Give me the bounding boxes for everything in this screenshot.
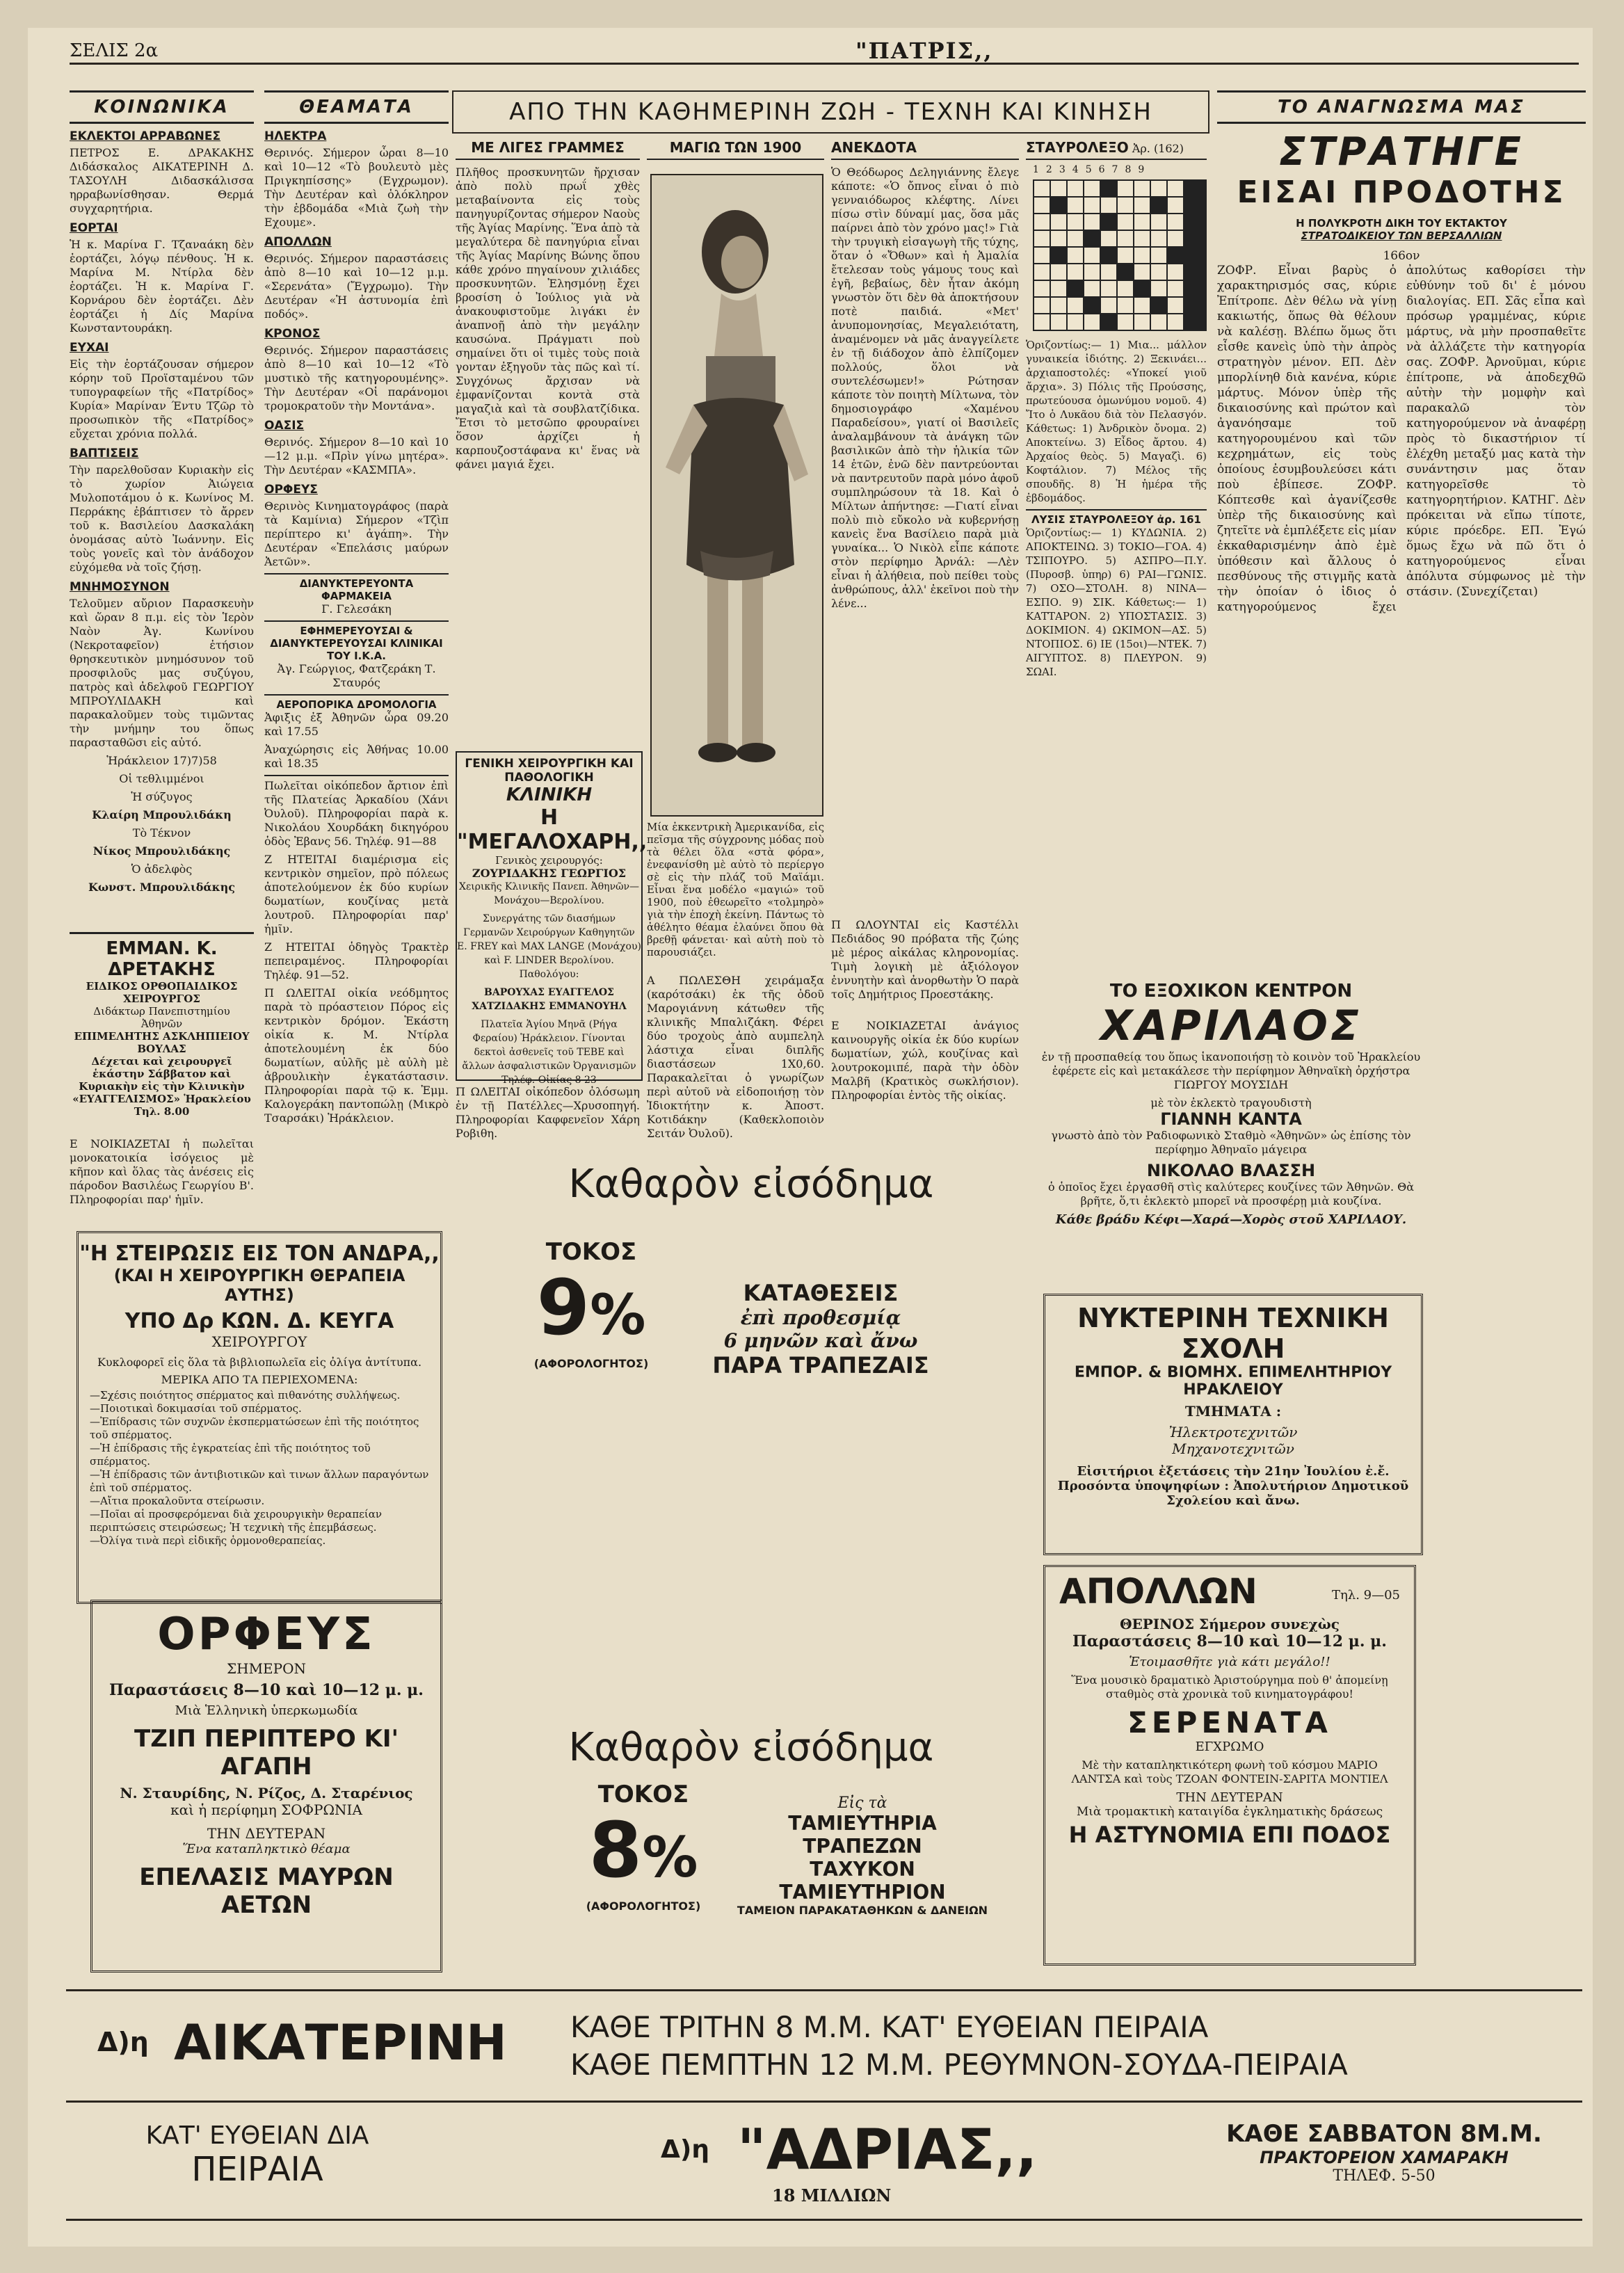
pharmacy-heading: ΔΙΑΝΥΚΤΕΡΕΥΟΝΤΑ ΦΑΡΜΑΚΕΙΑ	[264, 573, 449, 602]
cinema-text: Θερινός. Σήμερον παραστάσεις ἀπὸ 8—10 καὶ 10—12 μ.μ. «Σερενάτα» (Ἔγχρωμο). Τὴν Δευτέραν «Ἡ ἀστυνομία ἐπὶ ποδός».	[264, 252, 449, 321]
koinonika-title: ΚΟΙΝΩΝΙΚΑ	[70, 90, 254, 124]
orfeus-line: Ἕνα καταπληκτικὸ θέαμα	[182, 1842, 351, 1856]
clinic-ad	[456, 751, 648, 1086]
apollon-title: ΑΠΟΛΛΩΝ	[1059, 1571, 1257, 1612]
apollon-line: Μὲ τὴν καταπληκτικότερη φωνὴ τοῦ κόσμου ΜΑΡΙΟ ΛΑΝΤΣΑ καὶ τοὺς ΤΖΟΑΝ ΦΟΝΤΕΙΝ-ΣΑΡΙΤΑ ΜΟΝΤΙΕΛ	[1071, 1758, 1388, 1785]
interest-rate: 8	[588, 1806, 643, 1895]
percent-sign: %	[642, 1825, 698, 1890]
interest-rate: 9	[536, 1263, 590, 1352]
bank-line: ΤΑΜΙΕΥΤΗΡΙΑ ΤΡΑΠΕΖΩΝ	[788, 1812, 937, 1858]
memorial-sig: Ἡ σύζυγος	[131, 790, 193, 803]
crossword-col-number: 2	[1045, 164, 1052, 175]
crossword-cell	[1034, 248, 1050, 263]
crossword-col-number: 6	[1098, 164, 1105, 175]
divider-line	[66, 2101, 1582, 2103]
crossword-cell	[1068, 314, 1083, 330]
crossword-col-number: 8	[1125, 164, 1132, 175]
apollon-line: Παραστάσεις 8—10 καὶ 10—12 μ. μ.	[1072, 1632, 1387, 1650]
clinic-line: Συνεργάτης τῶν διασήμων Γερμανῶν Χειρούργων Καθηγητῶν E. FREY καὶ MAX LANGE (Μονάχου) καὶ F. LINDER Βερολίνου. Παθολόγου:	[457, 913, 641, 980]
flights-heading: ΑΕΡΟΠΟΡΙΚΑ ΔΡΟΜΟΛΟΓΙΑ	[264, 694, 449, 711]
crossword-cell	[1118, 298, 1133, 313]
crossword-cell	[1051, 264, 1066, 280]
doctor-line: ΕΠΙΜΕΛΗΤΗΣ ΑΣΚΛΗΠΙΕΙΟΥ ΒΟΥΛΑΣ	[74, 1030, 250, 1055]
crossword-cell	[1101, 214, 1116, 230]
flights-text: Ἀφιξις ἐξ Ἀθηνῶν ὧρα 09.20 καὶ 17.55	[264, 711, 449, 738]
cinema-text: Θερινὸς Κινηματογράφος (παρὰ τὰ Καμίνια) Σήμερον «Τζὶπ περίπτερο κι' ἀγάπη». Τὴν Δευτέραν «Ἐπελάσις μαύρων Ἀετῶν».	[264, 499, 449, 568]
installment-number: 166ον	[1383, 249, 1420, 263]
charilaos-name: ΧΑΡΙΛΑΟΣ	[1100, 1002, 1362, 1050]
cinema-heading: ΗΛΕΚΤΡΑ	[264, 129, 327, 143]
book-subtitle: (ΚΑΙ Η ΧΕΙΡΟΥΡΓΙΚΗ ΘΕΡΑΠΕΙΑ ΑΥΤΗΣ)	[113, 1266, 405, 1305]
orfeus-line: καὶ ἡ περίφημη ΣΟΦΡΩΝΙΑ	[170, 1801, 362, 1818]
tax-free-label: (ΑΦΟΡΟΛΟΓΗΤΟΣ)	[533, 1357, 649, 1370]
crossword-col-number: 7	[1111, 164, 1118, 175]
clinic-line: ΖΟΥΡΙΔΑΚΗΣ ΓΕΩΡΓΙΟΣ	[472, 867, 627, 880]
crossword-cell	[1034, 181, 1050, 196]
crossword-column	[1026, 139, 1207, 995]
crossword-cell	[1068, 281, 1083, 296]
crossword-cell	[1034, 298, 1050, 313]
crossword-col-number: 3	[1059, 164, 1066, 175]
crossword-cell	[1118, 198, 1133, 213]
school-line: Ἠλεκτροτεχνιτῶν	[1168, 1424, 1298, 1440]
ship-prefix: Δ)η	[97, 2027, 149, 2057]
bank-ad	[466, 1607, 1036, 1968]
school-line: Εἰσιτήριοι ἐξετάσεις τὴν 21ην Ἰουλίου ἐ.ἔ.	[1077, 1464, 1390, 1479]
crossword-cell	[1068, 181, 1083, 196]
doctor-line: ΕΙΔΙΚΟΣ ΟΡΘΟΠΑΙΔΙΚΟΣ	[86, 980, 238, 993]
crossword-cell	[1101, 264, 1116, 280]
charilaos-line: ΤΟ ΕΞΟΧΙΚΟΝ ΚΕΝΤΡΟΝ	[1109, 981, 1353, 1002]
clinics-heading: ΕΦΗΜΕΡΕΥΟΥΣΑΙ & ΔΙΑΝΥΚΤΕΡΕΥΟΥΣΑΙ ΚΛΙΝΙΚΑΙ ΤΟΥ Ι.Κ.Α.	[264, 620, 449, 662]
book-availability: Κυκλοφορεῖ εἰς ὅλα τὰ βιβλιοπωλεῖα εἰς ὀλίγα ἀντίτυπα.	[97, 1356, 422, 1369]
divider-line	[66, 2219, 1582, 2221]
apollon-film: ΣΕΡΕΝΑΤΑ	[1127, 1705, 1332, 1740]
pharmacy-text: Γ. Γελεσάκη	[321, 602, 392, 616]
memorial-sig: Κωνστ. Μπρουλιδάκης	[88, 881, 236, 894]
feasts-heading: ΕΟΡΤΑΙ	[70, 221, 118, 235]
crossword-title: ΣΤΑΥΡΟΛΕΞΟ	[1026, 139, 1129, 156]
crossword-clues: Ὁριζοντίως:— 1) Μια... μάλλον γυναικεία ἰδιότης. 2) Ξεκινάει... ἀρχιαποστολές: «Υποκεί γιοῦ ἄρχια». 3) Πόλις τῆς Προύσσης, πρωτεύουσα ὁμωνύμου νομοῦ. 4) Ἴτο ὁ Λυκᾶου διὰ τὸν Πελασγόν. Κάθετως: 1) Ἀνδρικὸν ὄνομα. 2) Αποκτείνω. 3) Εἶδος ἄρτου. 4) Ἀρχαίος θεὸς. 5) Μαγαζὶ. 6) Κοφτάλιον. 7) Μέλος τῆς σπουδῆς. 8) Ἡ ἡμέρα τῆς ἐβδομάδος.	[1026, 339, 1207, 504]
small-ad: Ε ΝΟΙΚΙΑΖΕΤΑΙ ἀνάγιος καινουργῆς οἰκία ἐκ δύο κυρίων δωματίων, χώλ, κουζίνας καὶ λουτροκομιπέ, παρὰ τὴν ὁδὸν Μαλβῆ (Κρατικὸς σωκλήσιον). Πληροφορίαι ἐντὸς τῆς οἰκίας.	[831, 1019, 1019, 1102]
ship-route: ΚΑΘΕ ΤΡΙΤΗΝ 8 Μ.Μ. ΚΑΤ' ΕΥΘΕΙΑΝ ΠΕΙΡΑΙΑ	[570, 2010, 1209, 2044]
book-contents	[79, 1386, 440, 1550]
crossword-cell	[1051, 181, 1066, 196]
crossword-cell	[1084, 264, 1100, 280]
feasts-text: Ἡ κ. Μαρίνα Γ. Τζαναάκη δὲν ἑορτάζει, λόγῳ πένθους. Ἡ κ. Μαρίνα Μ. Ντίρλα δὲν ἑορτάζει. Ἡ κ. Μαρίνα Γ. Κορνάρου δὲν ἑορτάζει. Δὲν ἑορτάζει ἡ Δίς Μαρίνα Κωνσταντουράκη.	[70, 238, 254, 335]
crossword-cell	[1051, 281, 1066, 296]
charilaos-line: μὲ τὸν ἐκλεκτὸ τραγουδιστὴ	[1150, 1096, 1312, 1109]
orfeus-film: ΕΠΕΛΑΣΙΣ ΜΑΥΡΩΝ ΑΕΤΩΝ	[139, 1863, 394, 1919]
charilaos-chef: ΝΙΚΟΛΑΟ ΒΛΑΣΣΗ	[1146, 1161, 1316, 1180]
crossword-cell	[1034, 231, 1050, 246]
charilaos-line: Κάθε βράδυ Κέφι—Χαρά—Χορὸς στοῦ ΧΑΡΙΛΑΟΥ.	[1055, 1212, 1407, 1227]
doctor-line: Ἀθηνῶν	[140, 1018, 183, 1030]
apollon-phone: Τηλ. 9—05	[1332, 1588, 1400, 1603]
book-contents-item: —Ποῖαι αἱ προσφερόμεναι διὰ χειρουργικὴν θεραπείαν περιπτώσεις στειρώσεως; Ἡ τεχνικὴ τῆς ἐπεμβάσεως.	[90, 1508, 382, 1534]
crossword-col-numbers	[1033, 164, 1207, 175]
ship-phone: ΤΗΛΕΦ. 5-50	[1333, 2167, 1436, 2185]
classified-ad: Ζ ΗΤΕΙΤΑΙ ὁδηγὸς Τρακτὲρ πεπειραμένος. Πληροφορίαι Τηλέφ. 91—52.	[264, 940, 449, 981]
crossword-cell	[1084, 181, 1100, 196]
ship-name: ΑΙΚΑΤΕΡΙΝΗ	[174, 2014, 507, 2071]
memorial-sig: Τὸ Τέκνον	[132, 826, 191, 840]
crossword-cell	[1151, 198, 1166, 213]
swimsuit-photo	[650, 174, 823, 817]
bank-line: ΠΑΡΑ ΤΡΑΠΕΖΑΙΣ	[712, 1352, 929, 1379]
crossword-cell	[1051, 214, 1066, 230]
orfeus-line: ΣΗΜΕΡΟΝ	[226, 1660, 306, 1677]
ship-prefix: Δ)η	[661, 2135, 709, 2164]
crossword-cell	[1151, 298, 1166, 313]
crossword-cell	[1168, 214, 1183, 230]
bank-line: 6 μηνῶν καὶ ἄνω	[723, 1329, 918, 1352]
clinic-line: Πλατεῖα Ἁγίου Μηνᾶ (Ρήγα Φεραίου) Ἡράκλειον. Γίνονται δεκτοὶ ἀσθενεῖς τοῦ ΤΕΒΕ καὶ ἄλλων ἀσφαλιστικῶν Ὀργανισμῶν Τηλέφ. Οἰκίας 8 23	[462, 1019, 636, 1086]
crossword-col-number: 9	[1138, 164, 1145, 175]
orfeus-line: ΤΗΝ ΔΕΥΤΕΡΑΝ	[207, 1825, 326, 1842]
crossword-cell	[1151, 314, 1166, 330]
theamata-column	[264, 90, 449, 1217]
masthead: "ΠΑΤΡΙΣ,,	[855, 38, 993, 64]
school-title: ΝΥΚΤΕΡΙΝΗ ΤΕΧΝΙΚΗ ΣΧΟΛΗ	[1077, 1303, 1389, 1364]
crossword-cell	[1084, 248, 1100, 263]
divider-line	[66, 1989, 1582, 1991]
crossword-cell	[1068, 298, 1083, 313]
cinema-heading: ΟΡΦΕΥΣ	[264, 483, 318, 497]
crossword-cell	[1051, 248, 1066, 263]
charilaos-line: γνωστὸ ἀπὸ τὸν Ραδιοφωνικὸ Σταθμὸ «Ἀθηνῶν» ὡς ἐπίσης τὸν περίφημο Ἀθηναῖο μάγειρα	[1051, 1129, 1411, 1156]
ship-ad	[70, 2107, 1579, 2217]
crossword-cell	[1168, 181, 1183, 196]
charilaos-singer: ΓΙΑΝΝΗ ΚΑΝΤΑ	[1160, 1109, 1302, 1129]
crossword-cell	[1051, 198, 1066, 213]
page-number: ΣΕΛΙΣ 2α	[70, 40, 159, 61]
crossword-cell	[1151, 181, 1166, 196]
orfeus-line: Ν. Σταυρίδης, Ν. Ρίζος, Δ. Σταρένιος	[120, 1785, 413, 1801]
book-contents-item: —Ὀλίγα τινὰ περὶ εἰδικῆς ὁρμονοθεραπείας.	[90, 1534, 326, 1547]
apollon-line: Ἑτοιμασθῆτε γιὰ κάτι μεγάλο!!	[1129, 1655, 1330, 1669]
crossword-cell	[1051, 298, 1066, 313]
book-contents-item: —Ἐπίδρασις τῶν συχνῶν ἐκσπερματώσεων ἐπὶ τῆς ποιότητος τοῦ σπέρματος.	[90, 1415, 419, 1441]
ship-speed: 18 ΜΙΛΛΙΩΝ	[772, 2185, 892, 2206]
orfeus-ad	[90, 1600, 442, 1973]
crossword-number: Ἀρ. (162)	[1132, 142, 1184, 155]
crossword-cell	[1151, 281, 1166, 296]
cinema-heading: ΚΡΟΝΟΣ	[264, 327, 321, 341]
crossword-cell	[1168, 298, 1183, 313]
school-ad	[1043, 1294, 1423, 1555]
baptisms-heading: ΒΑΠΤΙΣΕΙΣ	[70, 447, 139, 460]
bank-line: ΚΑΤΑΘΕΣΕΙΣ	[743, 1280, 899, 1306]
charilaos-ad	[1040, 981, 1422, 1280]
crossword-col-number: 4	[1072, 164, 1079, 175]
crossword-cell	[1101, 231, 1116, 246]
small-ad: Α ΠΩΛΕΣΘΗ χειράμαξα (καρότσάκι) ἐκ τῆς ὁδοῦ Μαρογιάννη κάτωθεν τῆς κλινικῆς Μπαλιζάκη. Φέρει δύο τροχοὺς ἀπὸ αυμπεληλ λάστιχα εἶναι διπλῆς διαστάσεων 1Χ0,60. Παρακαλεῖται ὁ γνωρίζων περὶ αὐτοῦ νὰ εἰδοποιήσῃ τὸν Ἰδιοκτήτην κ. Ἀποστ. Κοτιδάκην (Καθεκλοποιὸν Σειτάν Ὀυλοῦ).	[647, 974, 824, 1140]
charilaos-line: ἐν τῇ προσπαθείᾳ του ὅπως ἱκανοποιήσῃ τὸ κοινὸν τοῦ Ἡρακλείου ἐφέρετε εἰς καὶ μετακάλεσε τὴν περίφημον Ἀθηναϊκὴ ὀρχήστρα ΓΙΩΡΓΟΥ ΜΟΥΣΙΔΗ	[1041, 1050, 1421, 1091]
engagements-heading: ΕΚΛΕΚΤΟΙ ΑΡΡΑΒΩΝΕΣ	[70, 129, 221, 143]
story-headline: ΣΤΡΑΤΗΓΕ	[1279, 129, 1524, 175]
cinema-text: Θερινός. Σήμερον 8—10 καὶ 10—12 μ.μ. «Πρὶν γίνω μητέρα». Τὴν Δευτέραν «ΚΑΣΜΠΑ».	[264, 435, 449, 476]
crossword-cell	[1101, 181, 1116, 196]
reading-title: ΤΟ ΑΝΑΓΝΩΣΜΑ ΜΑΣ	[1217, 90, 1586, 124]
orfeus-film: ΤΖΙΠ ΠΕΡΙΠΤΕΡΟ ΚΙ' ΑΓΑΠΗ	[134, 1725, 399, 1781]
doctor-ad	[70, 932, 254, 1129]
crossword-cell	[1118, 281, 1133, 296]
clinic-name: ΚΛΙΝΙΚΗ	[506, 785, 593, 805]
clinic-line: Γενικὸς χειρουργός:	[495, 854, 603, 867]
section-banner: ΑΠΟ ΤΗΝ ΚΑΘΗΜΕΡΙΝΗ ΖΩΗ - ΤΕΧΝΗ ΚΑΙ ΚΙΝΗΣΗ	[452, 90, 1209, 134]
orfeus-line: Παραστάσεις 8—10 καὶ 10—12 μ. μ.	[109, 1681, 424, 1699]
book-ad	[77, 1231, 442, 1604]
crossword-cell	[1101, 248, 1116, 263]
ship-schedule: ΚΑΘΕ ΣΑΒΒΑΤΟΝ 8Μ.Μ.	[1226, 2120, 1542, 2148]
small-ad: Π ΩΛΕΙΤΑΙ οἰκόπεδον ὀλόσωμη ἐν τῇ Πατέλλες—Χρυσοπηγή. Πληροφορίαι Καφφενεῖον Χάρη Ροβιθη.	[456, 1085, 640, 1140]
crossword-cell	[1151, 231, 1166, 246]
school-subtitle: ΕΜΠΟΡ. & ΒΙΟΜΗΧ. ΕΠΙΜΕΛΗΤΗΡΙΟΥ ΗΡΑΚΛΕΙΟΥ	[1074, 1364, 1392, 1399]
clinics-text: Ἀγ. Γεώργιος, Φατζεράκη Τ. Σταυρός	[277, 662, 436, 689]
crossword-cell	[1084, 198, 1100, 213]
book-contents-item: —Αἴτια προκαλοῦντα στείρωσιν.	[90, 1495, 265, 1507]
flights-text: Ἀναχώρησις εἰς Ἀθήνας 10.00 καὶ 18.35	[264, 743, 449, 770]
crossword-solution-title: ΛΥΣΙΣ ΣΤΑΥΡΟΛΕΞΟΥ ἀρ. 161	[1026, 509, 1207, 526]
memorial-text: Τελοῦμεν αὔριον Παρασκευὴν καὶ ὥραν 8 π.μ. εἰς τὸν Ἱερὸν Ναὸν Ἀγ. Κωνίνου (Νεκροταφεῖον) ἐτήσιον θρησκευτικὸν μνημόσυνον τοῦ προσφιλοῦς μας συζύγου, πατρὸς καὶ ἀδελφοῦ ΓΕΩΡΓΙΟΥ ΜΠΡΟΥΛΙΔΑΚΗ καὶ παρακαλοῦμεν τοὺς τιμῶντας τὴν μνήμην του ὅπως παρασταθῶσι εἰς αὐτό.	[70, 597, 254, 749]
brief-title: ΜΕ ΛΙΓΕΣ ΓΡΑΜΜΕΣ	[456, 139, 640, 160]
book-author-role: ΧΕΙΡΟΥΡΓΟΥ	[211, 1333, 307, 1350]
ship-name: "ΑΔΡΙΑΣ,,	[737, 2117, 1038, 2182]
cinema-heading: ΟΑΣΙΣ	[264, 419, 305, 433]
classified-ad: Πωλεῖται οἰκόπεδον ἄρτιον ἐπὶ τῆς Πλατείας Ἀρκαδίου (Χάνι Ὀυλοῦ). Πληροφορίαι παρὰ κ. Νικολάου Χουρδάκη δικηγόρου ὁδὸς Ἐβανς 56. Τηλέφ. 91—88	[264, 775, 449, 849]
crossword-cell	[1118, 248, 1133, 263]
book-author: ΥΠΟ Δρ ΚΩΝ. Δ. ΚΕΥΓΑ	[124, 1309, 394, 1333]
bank-line: ΤΑΜΕΙΟΝ ΠΑΡΑΚΑΤΑΘΗΚΩΝ & ΔΑΝΕΙΩΝ	[737, 1904, 988, 1917]
orfeus-line: Μιὰ Ἑλληνικὴ ὑπερκωμωδία	[175, 1703, 358, 1718]
apollon-line: Ἕνα μουσικὸ δραματικὸ Ἀριστούργημα ποὺ θ' ἀπομείνῃ σταθμὸς στὰ χρονικὰ τοῦ κινηματογράφου!	[1071, 1673, 1388, 1701]
brief-text: Πλῆθος προσκυνητῶν ἤρχισαν ἀπὸ πολὺ πρωΐ χθὲς μεταβαίνοντα εἰς τοὺς πανηγυρίζοντας σήμερον Ναοὺς τῆς Ἁγίας Μαρίνης. Ἕνα ἀπὸ τὰ μεγαλύτερα δὲ πανηγύρια εἶναι τῆς Ἁγίας Μαρίνης Βώνης ὅπου κάθε χρόνο πηγαίνουν χιλιάδες προσκυνητῶν. Ἐλησμόνῃ ἔχει βροσίση ὁ Ἰούλιος γιὰ νὰ ἀνακουφιστοῦμε λιγάκι ἐν ἀναπνοῇ ἀπὸ τὴν μεγάλην καυσώνα. Πράγματι ποὺ σημαίνει ὅτι οἱ τιμὲς τοὺς ποιὰ γονταν ἐξηγοῦν τὰς πῶς καὶ τί. Συγχόνως ἄρχισαν νὰ ἐμφανίζονται κοντὰ στὰ μαγαζιὰ καὶ τὰ σουβλατζίδικα. Ἔτσι τὸ μετσῶπο φρουραίνει ὅσον ἀρχίζει ἡ καρπουζοστάφανα κι' ἕνας νὰ φάνει μαγιά ἔχει.	[456, 166, 640, 471]
crossword-cell	[1134, 231, 1150, 246]
bank-line: ΤΑΧΥΚΟΝ ΤΑΜΙΕΥΤΗΡΙΟΝ	[779, 1858, 946, 1904]
crossword-cell	[1084, 314, 1100, 330]
crossword-solution: Ὁριζοντίως:— 1) ΚΥΔΩΝΙΑ. 2) ΑΠΟΚΤΕΙΝΩ. 3) ΤΟΚΙΟ—ΓΟΑ. 4) ΤΣΙΠΟΥΡΟ. 5) ΑΣΠΡΟ—Π.Υ. (Πυροσβ. ὑπηρ) 6) ΡΑΙ—ΓΩΝΙΣ. 7) ΟΣΟ—ΣΤΟΛΗ. 8) ΝΙΝΑ—ΕΣΠΟ. 9) ΣΙΚ. Κάθετως:— 1) ΚΑΤΤΑΡΟΝ. 2) ΥΠΟΣΤΑΣΙΣ. 3) ΔΟΚΙΜΙΟΝ. 4) ΩΚΙΜΟΝ—ΑΣ. 5) ΝΤΟΠΙΟΣ. 6) ΙΕ (15οι)—ΝΤΕΚ. 7) ΑΙΓΥΠΤΟΣ. 8) ΠΛΕΥΡΟΝ. 9) ΣΩΑΙ.	[1026, 527, 1207, 678]
crossword-cell	[1134, 181, 1150, 196]
ship-ad	[70, 1996, 1579, 2097]
percent-sign: %	[590, 1283, 646, 1347]
bank-line: ἐπὶ προθεσμίᾳ	[740, 1306, 901, 1329]
crossword-cell	[1101, 314, 1116, 330]
clinic-line: ΒΑΡΟΥΧΑΣ ΕΥΑΓΓΕΛΟΣ ΧΑΤΖΙΔΑΚΗΣ ΕΜΜΑΝΟΥΗΛ	[472, 987, 627, 1012]
doctor-name: ΕΜΜΑΝ. Κ. ΔΡΕΤΑΚΗΣ	[106, 938, 218, 980]
charilaos-line: ὁ ὁποῖος ἔχει ἐργασθῆ στὶς καλύτερες κουζίνες τῶν Ἀθηνῶν. Θὰ βρῆτε, ὅ,τι ἐκλεκτὸ μπορεῖ νὰ προσφέρῃ μιὰ κουζίνα.	[1047, 1180, 1415, 1207]
brief-column	[456, 139, 640, 744]
crossword-grid	[1033, 179, 1207, 331]
school-line: ΤΜΗΜΑΤΑ :	[1184, 1403, 1282, 1420]
interest-label: ΤΟΚΟΣ	[597, 1781, 689, 1808]
crossword-cell	[1151, 248, 1166, 263]
school-line: Προσόντα ὑποψηφίων : Ἀπολυτήριον Δημοτικοῦ Σχολείου καὶ ἄνω.	[1057, 1479, 1409, 1508]
crossword-cell	[1168, 198, 1183, 213]
ship-route: ΚΑΘΕ ΠΕΜΠΤΗΝ 12 Μ.Μ. ΡΕΘΥΜΝΟΝ-ΣΟΥΔΑ-ΠΕΙΡΑΙΑ	[570, 2048, 1348, 2082]
crossword-cell	[1118, 214, 1133, 230]
crossword-cell	[1134, 214, 1150, 230]
crossword-cell	[1034, 198, 1050, 213]
ship-route: ΠΕΙΡΑΙΑ	[191, 2150, 323, 2189]
crossword-cell	[1134, 314, 1150, 330]
memorial-sig: Νίκος Μπρουλιδάκης	[93, 844, 231, 858]
small-ad: Ε ΝΟΙΚΙΑΖΕΤΑΙ ἡ πωλεῖται μονοκατοικία ἰσόγειος μὲ κῆπον καὶ ὅλας τὰς ἀνέσεις εἰς πάροδον Βασιλέως Γεωργίου Β'. Πληροφορίαι παρ' ἡμῖν.	[70, 1137, 254, 1206]
doctor-line: ΧΕΙΡΟΥΡΓΟΣ	[123, 993, 200, 1005]
anekdota-title: ΑΝΕΚΔΟΤΑ	[831, 139, 1019, 160]
crossword-cell	[1068, 231, 1083, 246]
doctor-line: Διδάκτωρ Πανεπιστημίου	[93, 1005, 230, 1018]
anekdota-column	[831, 139, 1019, 960]
crossword-cell	[1168, 281, 1183, 296]
apollon-film: Η ΑΣΤΥΝΟΜΙΑ ΕΠΙ ΠΟΔΟΣ	[1068, 1822, 1391, 1848]
crossword-cell	[1051, 314, 1066, 330]
crossword-cell	[1168, 248, 1183, 263]
cinema-text: Θερινός. Σήμερον ὧραι 8—10 καὶ 10—12 «Τὸ βουλευτὸ μὲς Πριγκηπίσσης» (Εγχρωμον). Τὴν Δευτέραν καὶ ὁλόκληρον τὴν ἑβδομάδα «Μιὰ ζωὴ τὴν Εχουμε».	[264, 146, 449, 229]
crossword-cell	[1084, 214, 1100, 230]
book-contents-item: —Ποιοτικαὶ δοκιμασίαι τοῦ σπέρματος.	[90, 1402, 302, 1415]
crossword-cell	[1168, 231, 1183, 246]
story-subhead: ΣΤΡΑΤΟΔΙΚΕΙΟΥ ΤΩΝ ΒΕΡΣΑΛΛΙΩΝ	[1301, 230, 1502, 242]
crossword-cell	[1151, 264, 1166, 280]
memorial-heading: ΜΝΗΜΟΣΥΝΟΝ	[70, 580, 170, 594]
theamata-title: ΘΕΑΜΑΤΑ	[264, 90, 449, 124]
memorial-date: Ἡράκλειον 17)7)58	[106, 754, 217, 767]
classified-ad: Ζ ΗΤΕΙΤΑΙ διαμέρισμα εἰς κεντρικὸν σημεῖον, πρὸ πόλεως ἀποτελούμενον ἐκ δύο κυρίων δωματίων, κουζίνας μετὰ λουτροῦ. Πληροφορίαι παρ' ἡμῖν.	[264, 853, 449, 935]
crossword-cell	[1151, 214, 1166, 230]
wishes-heading: ΕΥΧΑΙ	[70, 341, 109, 355]
crossword-cell	[1118, 264, 1133, 280]
anekdota-text: Ὁ Θεόδωρος Δεληγιάννης ἔλεγε κάποτε: «Ὁ ὄπνος εἶναι ὁ πιὸ γενναιόδωρος κλέφτης. Λίνει πίσω στὶν δύναμί μας, ὅσα μᾶς παίρνει ἀπὸ τὸν χρόνο μας!» Γιὰ τὴν τρυγικὴ εἰσαγωγὴ τῆς τύχης, ὅταν ὁ «Ὄθων» καὶ ἡ Ἀμαλία ἔτελεσαν τοὺς γάμους τους καὶ ἐγῆ, βεβαίως, δὲν ἦταν ἀκόμη γνωστὸν ὅτι δὲν θὰ ἀποκτήσουν ποτὲ παιδιά. «Μετ' ἀνυπομονησίας, Μεγαλειότατη, ἀναμένομεν νὰ μᾶς ἀναγγείλετε ἐν τῇ διάδοχον ἀπὸ ἐλπίζομεν πολλούς, ὅλοι νὰ συντελέσωμεν!» Ρώτησαν κάποτε τὸν ποιητὴ Μίλτωνα, τὸν δημοσιογράφο «Χαμένου Παραδείσου», γιατί οἱ Βασιλεῖς ἀναλαμβάνουν τὰ ἀνάγκη τῶν βασιλικῶν ἀπὸ τὴν ἡλικία τῶν 14 ἐτῶν, ἐνῶ δὲν παντρεύονται νὰ παντρευτοῦν παρὰ μόνο ἀφοῦ συμπληρώσουν τὰ 18. Καὶ ὁ Μίλτων ἀπήντησε: —Γιατί εἶναι πολὺ πιὸ εὔκολο νὰ κυβερνήσῃ κανεὶς ἕνα Βασίλειο παρὰ μιὰ γυναίκα... Ὁ Νικὸλ εἶπε κάποτε στὸν περίφημο Ἀρνάλ: —Λὲν εἶναι ἡ ἀλήθεια, ποὺ πείθει τοὺς ἀνθρώπους, ἀλλ' ἐκεῖνοι ποὺ τὴν λένε...	[831, 166, 1019, 610]
book-contents-item: —Σχέσις ποιότητος σπέρματος καὶ πιθανότης συλλήψεως.	[90, 1389, 401, 1401]
crossword-cell	[1084, 298, 1100, 313]
ship-agency: ΠΡΑΚΤΟΡΕΙΟΝ ΧΑΜΑΡΑΚΗ	[1260, 2148, 1509, 2167]
book-contents-item: —Ἡ ἐπίδρασις τῶν ἀντιβιοτικῶν καὶ τινων ἄλλων παραγόντων ἐπὶ τοῦ σπέρματος.	[90, 1468, 429, 1494]
apollon-line: ΤΗΝ ΔΕΥΤΕΡΑΝ	[1176, 1790, 1283, 1805]
woman-figure-icon	[652, 175, 822, 815]
small-ad: Π ΩΛΟΥΝΤΑΙ εἰς Καστέλλι Πεδιάδος 90 πρόβατα τῆς ζώης μὲ μέρος αἰκάλας κληρονομίας. Τιμὴ λογικὴ μὲ ἀξιόλογον ἐννυητὴν καὶ ἀνορθωτὴν Ὁ παρὰ τοῖς Δημήτριος Προεστάκης.	[831, 918, 1019, 1001]
engagements-text: ΠΕΤΡΟΣ Ε. ΔΡΑΚΑΚΗΣ Διδάσκαλος ΑΙΚΑΤΕΡΙΝΗ Δ. ΤΑΣΟΥΛΗ Διδασκάλισσα ηρραβωνίσθησαν. Θερμά συγχαρητήρια.	[70, 146, 254, 215]
crossword-cell	[1068, 264, 1083, 280]
book-contents-item: —Ἡ ἐπίδρασις τῆς ἐγκρατείας ἐπὶ τῆς ποιότητος τοῦ σπέρματος.	[90, 1442, 371, 1468]
crossword-cell	[1118, 314, 1133, 330]
clinic-brand: Η "ΜΕΓΑΛΟΧΑΡΗ,,	[457, 805, 648, 854]
crossword-cell	[1034, 264, 1050, 280]
doctor-line: Τηλ. 8.00	[134, 1105, 190, 1118]
crossword-cell	[1034, 314, 1050, 330]
apollon-line: Μιὰ τρομακτικὴ καταιγίδα ἐγκληματικὴς δράσεως	[1076, 1805, 1383, 1819]
crossword-cell	[1068, 214, 1083, 230]
bank-headline: Καθαρὸν εἰσόδημα	[568, 1162, 934, 1207]
memorial-sig: Οἱ τεθλιμμένοι	[119, 772, 204, 785]
memorial-sig: Κλαίρη Μπρουλιδάκη	[92, 808, 232, 821]
photo-title: ΜΑΓΙΩ ΤΩΝ 1900	[647, 139, 824, 160]
clinic-line: Χειρικῆς Κλινικῆς Πανεπ. Ἀθηνῶν—Μονάχου—Βερολίνου.	[459, 881, 639, 906]
tax-free-label: (ΑΦΟΡΟΛΟΓΗΤΟΣ)	[586, 1899, 701, 1913]
doctor-line: Δέχεται καὶ χειρουργεῖ ἑκάστην Σάββατον καὶ Κυριακὴν εἰς τὴν Κλινικὴν «ΕΥΑΓΓΕΛΙΣΜΟΣ» Ἡρακλείου	[72, 1055, 251, 1105]
crossword-cell	[1084, 281, 1100, 296]
crossword-cell	[1101, 281, 1116, 296]
crossword-cell	[1168, 264, 1183, 280]
story-headline: ΕΙΣΑΙ ΠΡΟΔΟΤΗΣ	[1237, 175, 1566, 210]
crossword-cell	[1068, 248, 1083, 263]
photo-caption: Μία ἐκκεντρικὴ Ἀμερικανίδα, εἰς πεῖσμα τῆς σύγχρονης μόδας ποὺ τὰ θέλει ὅλα «στὰ φόρα», ἐνεφανίσθη μὲ αὐτὸ τὸ περίεργο σὲ εἰς τὴν πλάζ τοῦ Μαϊάμι. Εἶναι ἕνα μοδέλο «μαγιώ» τοῦ 1900, ποὺ ἐθεωρεῖτο «τολμηρὸ» γιὰ τὴν ἐποχὴ ἐκείνη. Πάντως τὸ ἀθέλητο θέαμα ἐλαύνει ὅπου θὰ βρεθῇ φάνεται· καὶ αὐτὴ ποὺ τὸ παρουσιάζει.	[647, 821, 824, 958]
crossword-cell	[1068, 198, 1083, 213]
crossword-cell	[1134, 248, 1150, 263]
classified-ad: Π ΩΛΕΙΤΑΙ οἰκία νεόδμητος παρὰ τὸ πρόαστειον Πόρος εἰς κεντρικὸν δρόμον. Ἑκάστη οἰκία κ. Μ. Ντίρλα ἀποτελουμένη ἐκ δύο δωματίων, αὐλῆς μὲ αὐλὴ μὲ ἀβρουλικὴν ἐγκατάστασιν. Πληροφορίαι παρὰ τῷ κ. Ἐμμ. Καλογεράκη παντοπώλῃ (Μικρὸ Τσαρσάκι) Ἡράκλειον.	[264, 986, 449, 1125]
bank-ad	[466, 1134, 1036, 1593]
cinema-text: Θερινός. Σήμερον παραστάσεις ἀπὸ 8—10 καὶ 10—12 «Τὸ μυστικὸ τῆς κατηγορουμένης». Τὴν Δευτέραν «Οἱ παράνομοι τρομοκρατοῦν τὴν Μοντάνα».	[264, 344, 449, 412]
crossword-cell	[1134, 281, 1150, 296]
crossword-cell	[1101, 298, 1116, 313]
interest-label: ΤΟΚΟΣ	[545, 1238, 637, 1266]
clinic-line: ΓΕΝΙΚΗ ΧΕΙΡΟΥΡΓΙΚΗ ΚΑΙ ΠΑΘΟΛΟΓΙΚΗ	[465, 757, 634, 785]
crossword-cell	[1134, 264, 1150, 280]
story-text: ΖΟΦΡ. Εἶναι βαρὺς ὁ χαρακτηρισμός σας, κύριε Ἐπίτροπε. Δὲν θέλω νὰ γίνῃ κακιωτής, ὅπως θὰ θέλουν νὰ καλέσῃ. Βλέπω ὅμως ὅτι εἶσθε κανεὶς ὑπὸ τὴν ἀπρὸς στρατηγὸν μένον. ΕΠ. Δὲν μπορλίνηθ διὰ κανένα, κύριε μάρτυς. Μόνον ὑπὲρ τῆς δικαιοσύνης καὶ πρώτον καὶ ἀγανόησαμε τοῦ κατηγορουμένου καὶ τῶν κεχρημάτων, εἰς τοὺς ὁποίους ἐσυμβουλεύσει κάτι ποὺ ἐβίπεσε. ΖΟΦΡ. Κόπτεσθε καὶ ἀγανίζεσθε ὑπὲρ τῆς δικαιοσύνης καὶ ζητεῖτε νὰ ἐμπλέξετε εἰς μίαν ἐκκαθαρισμένην ἀπὸ ἐμὲ ὑπόθεσιν καὶ ἄλλους ὁ πεσθύνους τῆς στιγμῆς κατὰ τὴν ὁποίαν ὁ ἰδιος ὁ κατηγορούμενος ἔχει ἀπολύτως καθορίσει τὴν εὐθύνην τοῦ δι' ἑ μόνου διαλογίας. ΕΠ. Σᾶς εἶπα καὶ πρόσωρ γραμμένας, κύριε μάρτυς, νὰ μὴν προσπαθεῖτε νὰ ἀλλάζετε τὴν κατηγορία σας. ΖΟΦΡ. Ἀρνοῦμαι, κύριε ἐπίτροπε, νὰ ἀποδεχθῶ αὐτὴν τὴν μομφὴν καὶ παρακαλῶ τὸν κατηγορούμενον νὰ ἀναφέρῃ πρὸς τὸ δικαστήριον τί ἐλέχθη μεταξύ μας κατὰ τὴν συνάντησιν μας ὅταν κατηγορεῖσθε τὸ κατηγορητήριον. ΚΑΤΗΓ. Δὲν πρόκειται νὰ εἴπω τίποτε, κύριε πρόεδρε. ΕΠ. Ἐγώ ὅμως ἔχω νὰ πῶ ὅτι ὁ κατηγορούμενος εἶναι ἀπόλυτα σύμφωνος μὲ τὴν στάσιν. (Συνεχίζεται)	[1217, 264, 1586, 614]
crossword-cell	[1101, 198, 1116, 213]
apollon-line: ΘΕΡΙΝΟΣ Σήμερον συνεχὼς	[1120, 1616, 1340, 1632]
crossword-cell	[1034, 214, 1050, 230]
crossword-cell	[1134, 198, 1150, 213]
crossword-col-number: 1	[1033, 164, 1039, 175]
school-line: Μηχανοτεχνιτῶν	[1172, 1440, 1294, 1457]
orfeus-title: ΟΡΦΕΥΣ	[157, 1609, 376, 1660]
book-contents-heading: ΜΕΡΙΚΑ ΑΠΟ ΤΑ ΠΕΡΙΕΧΟΜΕΝΑ:	[161, 1373, 358, 1386]
crossword-cell	[1051, 231, 1066, 246]
ship-route: ΚΑΤ' ΕΥΘΕΙΑΝ ΔΙΑ	[145, 2121, 369, 2150]
bank-headline: Καθαρὸν εἰσόδημα	[568, 1725, 934, 1770]
wishes-text: Εἰς τὴν ἑορτάζουσαν σήμερον κόρην τοῦ Προϊσταμένου τῶν τυπογραφείων τῆς «Πατρίδος» Κυρία» Μαρίναν Έντυ Τζῶρ τὸ προσωπικὸν τῆς «Πατρίδος» εὔχεται χρόνια πολλά.	[70, 358, 254, 440]
page-header	[70, 35, 1579, 65]
crossword-cell	[1118, 231, 1133, 246]
apollon-line: ΕΓΧΡΩΜΟ	[1195, 1740, 1264, 1754]
memorial-sig: Ὁ ἀδελφὸς	[131, 862, 193, 876]
book-title: "Η ΣΤΕΙΡΩΣΙΣ ΕΙΣ ΤΟΝ ΑΝΔΡΑ,,	[79, 1242, 440, 1266]
apollon-ad	[1043, 1565, 1416, 1966]
crossword-cell	[1168, 314, 1183, 330]
crossword-cell	[1118, 181, 1133, 196]
crossword-cell	[1084, 231, 1100, 246]
crossword-cell	[1034, 281, 1050, 296]
baptisms-text: Τὴν παρελθοῦσαν Κυριακὴν εἰς τὸ χωρίον Ἀιώγεια Μυλοποτάμου ὁ κ. Κωνίνος Μ. Περράκης ἐβάπτισεν τὸ ἄρρεν τοῦ κ. Βασιλείου Δασκαλάκη ὀνομάσας αὐτὸ Ἰωάννην. Εἰς τοὺς γονεῖς καὶ τὸν ἀνάδοχον εὐχόμεθα νὰ τοῖς ζήσῃ.	[70, 463, 254, 574]
story-subhead: Η ΠΟΛΥΚΡΟΤΗ ΔΙΚΗ ΤΟΥ ΕΚΤΑΚΤΟΥ	[1296, 217, 1507, 230]
cinema-heading: ΑΠΟΛΛΩΝ	[264, 235, 332, 249]
crossword-col-number: 5	[1085, 164, 1092, 175]
crossword-cell	[1134, 298, 1150, 313]
bank-line: Εἰς τὰ	[837, 1794, 887, 1812]
